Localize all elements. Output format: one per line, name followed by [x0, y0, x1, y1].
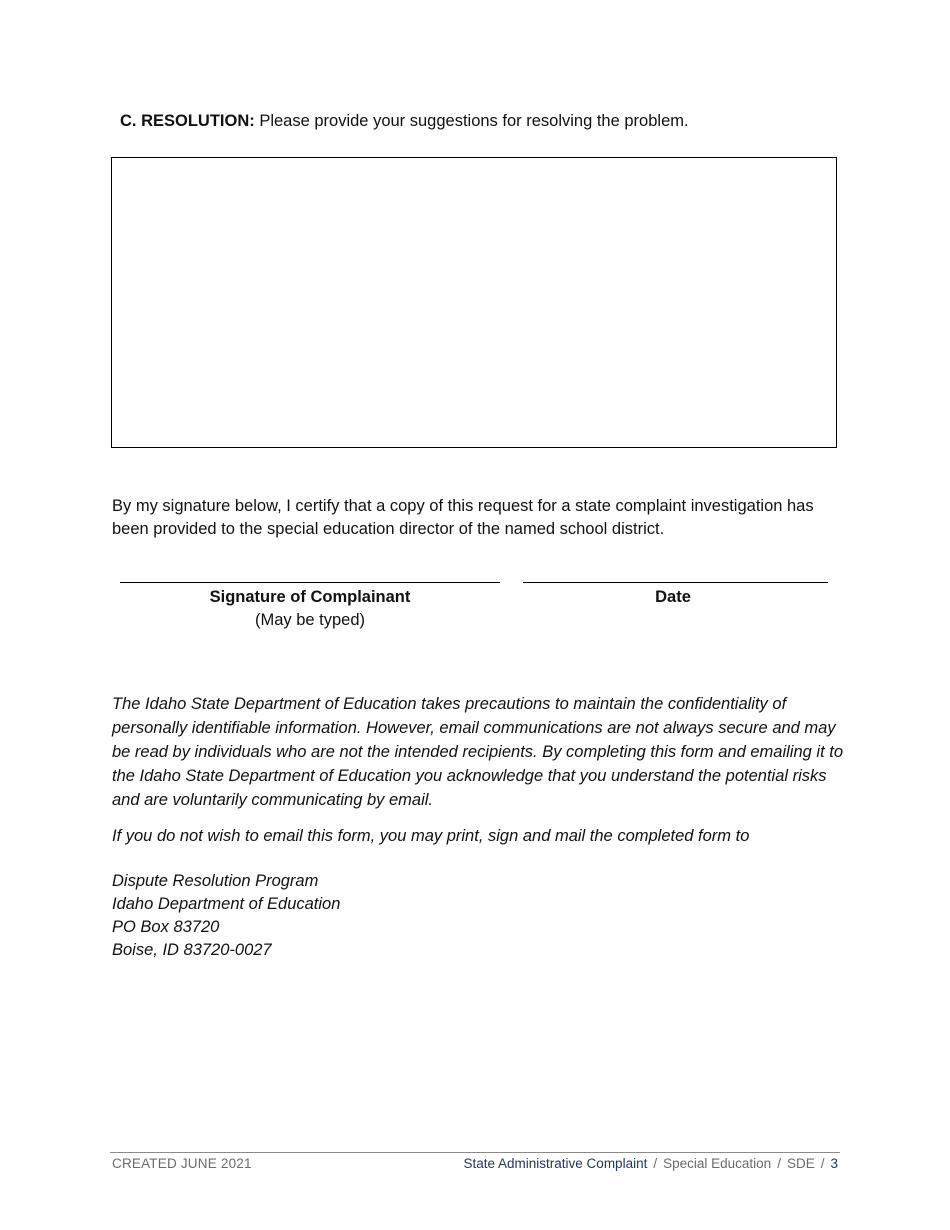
address-line-3: PO Box 83720: [112, 918, 220, 936]
date-label: Date: [655, 588, 691, 606]
footer-separator: /: [820, 1156, 825, 1171]
signature-line[interactable]: [120, 582, 500, 583]
footer-separator: /: [777, 1156, 781, 1171]
address-line-2: Idaho Department of Education: [112, 895, 341, 913]
footer-agency: SDE: [786, 1156, 815, 1171]
page-number: 3: [830, 1156, 838, 1171]
certification-statement: By my signature below, I certify that a copy of this request for a state complaint investigation has been provided to the special education director of the named school district.: [112, 497, 814, 538]
footer-document-info: [464, 1156, 839, 1171]
signature-note: (May be typed): [254, 611, 366, 629]
privacy-disclaimer: The Idaho State Department of Education takes precautions to maintain the confidentiality of personally identifiable information. However, email communications are not always secure and may be read by individuals who are not the intended recipients. By completing this form and emailing it to the Idaho State Department of Education you acknowledge that you understand the potential risks and are voluntarily communicating by email.: [112, 695, 843, 809]
resolution-label: C. RESOLUTION:: [120, 112, 255, 130]
signature-label: Signature of Complainant: [209, 588, 411, 606]
address-line-4: Boise, ID 83720-0027: [112, 941, 272, 959]
footer-separator: /: [653, 1156, 658, 1171]
resolution-text-box[interactable]: [111, 157, 837, 448]
resolution-heading: [120, 112, 689, 131]
mail-instructions: If you do not wish to email this form, you may print, sign and mail the completed form to: [112, 827, 750, 845]
date-line[interactable]: [523, 582, 828, 583]
address-line-1: Dispute Resolution Program: [112, 872, 319, 890]
footer-created-date: CREATED JUNE 2021: [112, 1156, 252, 1171]
footer-divider: [110, 1152, 840, 1153]
footer-doc-title: State Administrative Complaint: [463, 1156, 648, 1171]
resolution-instruction: Please provide your suggestions for resolving the problem.: [254, 112, 689, 130]
mailing-address: [112, 870, 340, 962]
footer-section: Special Education: [663, 1156, 772, 1171]
